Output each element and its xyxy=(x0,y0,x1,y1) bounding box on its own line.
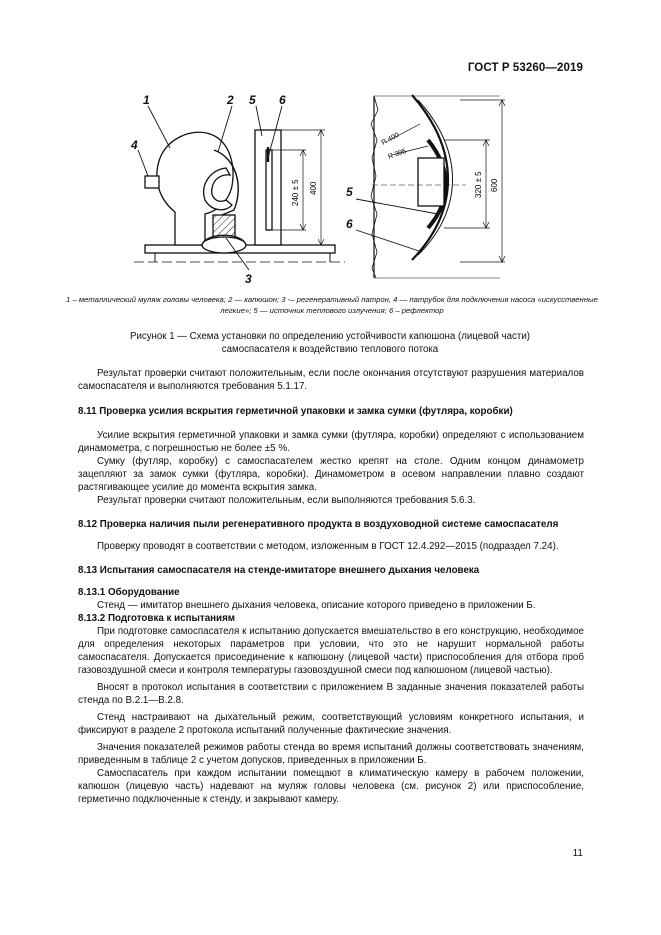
right-labels xyxy=(346,185,353,231)
section-heading: 8.13 Испытания самоспасателя на стенде-имитаторе внешнего дыхания человека xyxy=(78,565,480,576)
dim-240: 240 ± 5 xyxy=(291,179,300,206)
paragraph: Результат проверки считают положительным, если после окончания отсутствуют разрушения материалов самоспасателя и выполняются требования 5.1.17. xyxy=(78,368,584,392)
document-code: ГОСТ Р 53260—2019 xyxy=(467,62,583,74)
paragraph: Проверку проводят в соответствии с методом, изложенным в ГОСТ 12.4.292—2015 (подраздел 7.24). xyxy=(97,541,559,552)
label-6-right: 6 xyxy=(346,217,353,231)
label-6-left: 6 xyxy=(279,93,286,107)
label-5-right: 5 xyxy=(346,185,353,199)
body-text xyxy=(78,367,584,806)
paragraph: Результат проверки считают положительным, если выполняются требования 5.6.3. xyxy=(97,495,476,506)
paragraph: Самоспасатель при каждом испытании помещают в климатическую камеру в рабочем положении, капюшон (лицевую часть) надевают на муляж головы человека (см. рисунок 2) или приспособление, герметично подключенные к стенду, и закрывают камеру. xyxy=(78,768,584,805)
paragraph: Стенд — имитатор внешнего дыхания человека, описание которого приведено в приложении Б. xyxy=(97,600,536,611)
section-heading: 8.11 Проверка усилия вскрытия герметичной упаковки и замка сумки (футляра, коробки) xyxy=(78,406,513,417)
dim-600: 600 xyxy=(490,178,499,192)
label-5-left: 5 xyxy=(249,93,256,107)
paragraph: Сумку (футляр, коробку) с самоспасателем жестко крепят на столе. Одним концом динамометр зацепляют за замок сумки (футляра, коробки). Динамометром в осевом направлении плавно создают растягивающее усилие до момента вскрытия замка. xyxy=(78,456,584,493)
label-4: 4 xyxy=(131,138,138,152)
paragraph: Усилие вскрытия герметичной упаковки и замка сумки (футляра, коробки) определяют с использованием динамометра, с погрешностью не более ±5 %. xyxy=(78,430,584,454)
paragraph: Значения показателей режимов работы стенда во время испытаний должны соответствовать значениям, приведенным в таблице 2 с учетом допусков, приведенных в приложении Б. xyxy=(78,742,584,766)
figure-1-diagram xyxy=(0,0,661,295)
dim-r400: R 400 xyxy=(380,131,401,147)
dim-400: 400 xyxy=(309,181,318,195)
label-2: 2 xyxy=(227,93,234,107)
subsection-heading: 8.13.1 Оборудование xyxy=(78,587,180,598)
paragraph: При подготовке самоспасателя к испытанию допускается вмешательство в его конструкцию, необходимое для определения некоторых параметров при условии, что это не нарушит нормальной работы самоспасателя. Допускается присоединение к капюшону (лицевой части) приспособления для отбора проб газовоздушной смеси и контроля температуры газовоздушной смеси под капюшоном (лицевой частью). xyxy=(78,626,584,676)
figure-caption: Рисунок 1 — Схема установки по определению устойчивости капюшона (лицевой части) самоспасателя к воздействию теплового потока xyxy=(130,331,530,355)
section-heading: 8.12 Проверка наличия пыли регенеративного продукта в воздуховодной системе самоспасателя xyxy=(78,519,559,530)
subsection-heading: 8.13.2 Подготовка к испытаниям xyxy=(78,613,236,624)
figure-legend: 1 – металлический муляж головы человека; 2 — капюшон; 3 -– регенеративный патрон, 4 — патрубок для подключения насоса «искусственные легкие»; 5 — источник теплового излучения; 6 – рефлектор xyxy=(66,295,598,316)
label-1: 1 xyxy=(143,93,150,107)
paragraph: Вносят в протокол испытания в соответствии с приложением В заданные значения показателей работы стенда по В.2.1—В.2.8. xyxy=(78,682,584,706)
label-3: 3 xyxy=(245,272,252,286)
paragraph: Стенд настраивают на дыхательный режим, соответствующий условиям конкретного испытания, и фиксируют в разделе 2 протокола испытаний полученные фактические значения. xyxy=(78,712,584,736)
dim-r395: R 395 xyxy=(387,147,408,161)
page-number: 11 xyxy=(572,848,583,859)
dim-320: 320 ± 5 xyxy=(474,171,483,198)
